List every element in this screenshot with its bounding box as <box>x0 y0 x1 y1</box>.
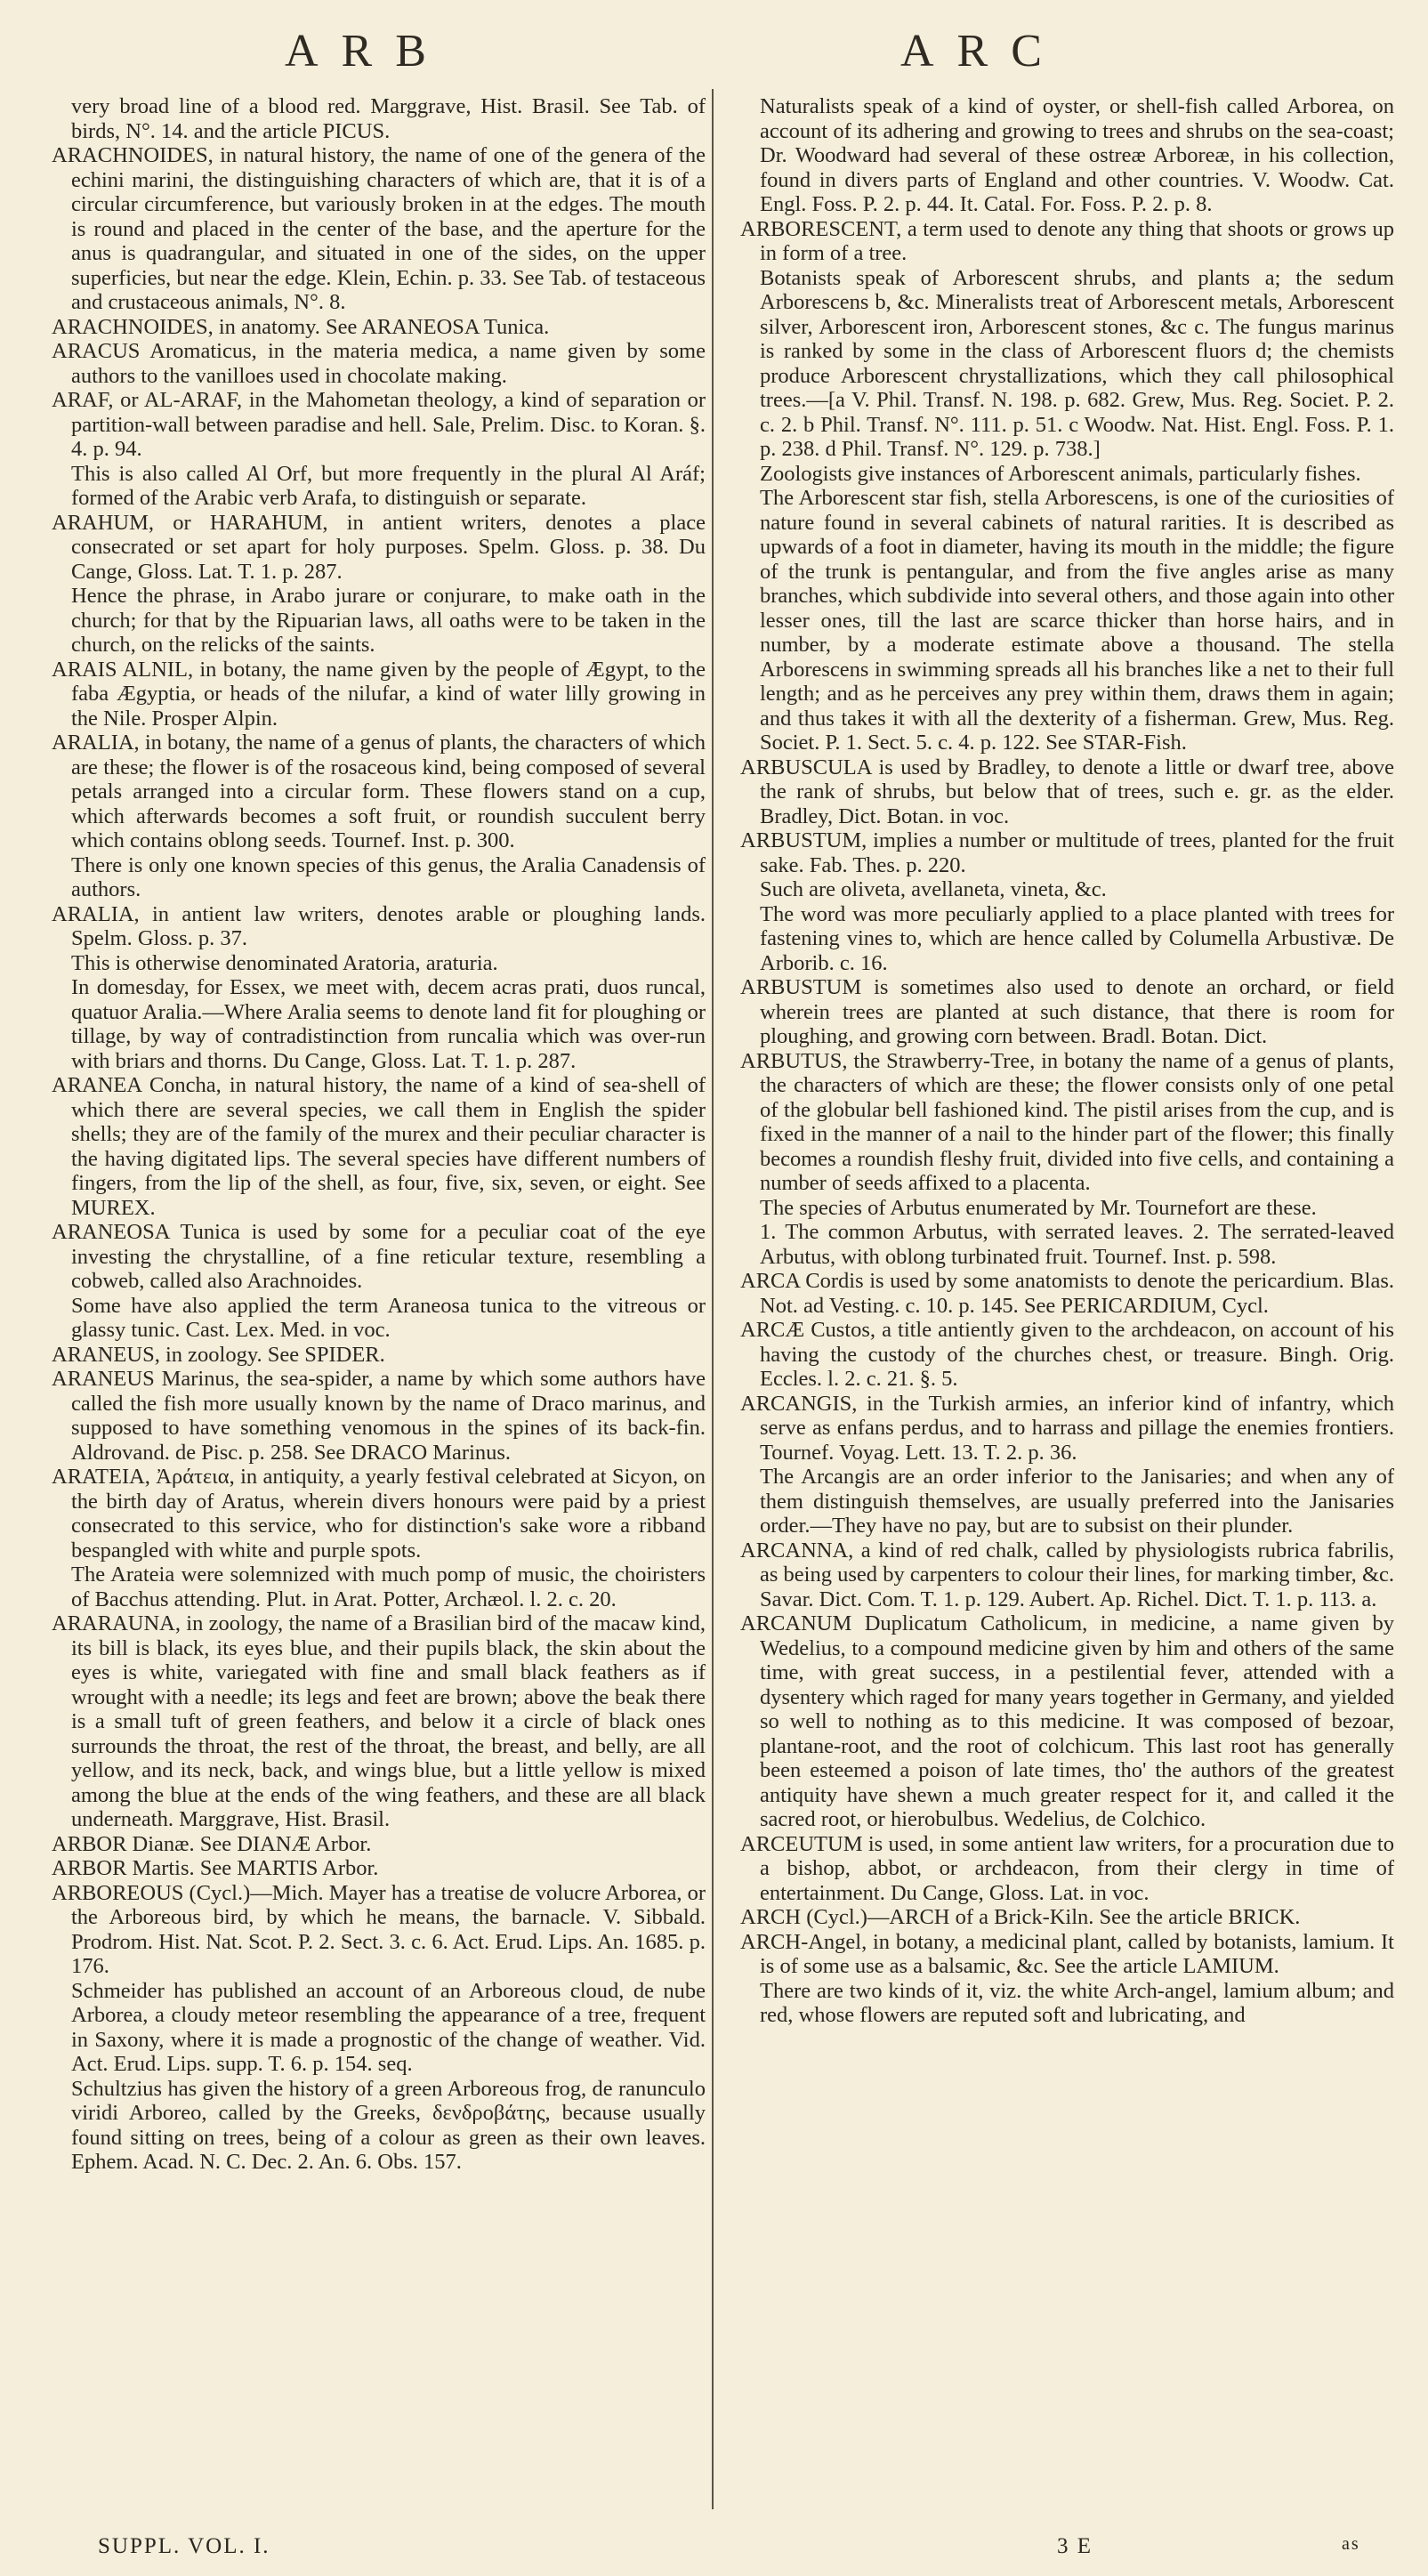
dictionary-entry: In domesday, for Essex, we meet with, decem acras prati, duos runcal, quatuor Aralia.—Where Aralia seems to denote land fit for ploughing or tillage, by way of contradistinction from runcalia which was over-run with briars and thorns. Du Cange, Gloss. Lat. T. 1. p. 287. <box>71 975 706 1073</box>
dictionary-entry: ARBORESCENT, a term used to denote any thing that shoots or grows up in form of a tree. <box>740 216 1394 265</box>
dictionary-entry: ARCANUM Duplicatum Catholicum, in medicine, a name given by Wedelius, to a compound medicine given by him and others of the same time, with great success, in a pestilential fever, attended with a dysentery which raged for many years together in Germany, and yielded so well to nothing as to this medicine. It was composed of bezoar, plantane-root, and the root of colchicum. This last root has generally been esteemed a poison of late times, tho' the authors of the greatest antiquity have shewn a much greater respect for it, and called it the sacred root, or hierobulbus. Wedelius, de Colchico. <box>740 1611 1394 1831</box>
dictionary-entry: ARCA Cordis is used by some anatomists to denote the pericardium. Blas. Not. ad Vesting. c. 10. p. 145. See PERICARDIUM, Cycl. <box>740 1269 1394 1318</box>
left-column <box>52 94 706 2175</box>
dictionary-entry: ARCH (Cycl.)—ARCH of a Brick-Kiln. See the article BRICK. <box>740 1905 1301 1929</box>
dictionary-entry: ARAF, or AL-ARAF, in the Mahometan theology, a kind of separation or partition-wall between paradise and hell. Sale, Prelim. Disc. to Koran. §. 4. p. 94. <box>52 388 706 461</box>
dictionary-entry: This is otherwise denominated Aratoria, araturia. <box>71 950 498 975</box>
dictionary-entry: The species of Arbutus enumerated by Mr. Tournefort are these. <box>760 1195 1317 1220</box>
catchword: as <box>1342 2534 1360 2554</box>
dictionary-entry: Hence the phrase, in Arabo jurare or conjurare, to make oath in the church; for that by the Ripuarian laws, all oaths were to be taken in the church, on the relicks of the saints. <box>71 584 706 657</box>
column-divider <box>712 89 714 2509</box>
dictionary-entry: ARANEUS, in zoology. See SPIDER. <box>52 1342 385 1367</box>
dictionary-entry: The Arateia were solemnized with much pomp of music, the choiristers of Bacchus attending. Plut. in Arat. Potter, Archæol. l. 2. c. 20. <box>71 1563 706 1611</box>
dictionary-entry: ARBUSTUM, implies a number or multitude of trees, planted for the fruit sake. Fab. Thes. p. 220. <box>740 828 1394 877</box>
dictionary-entry: Zoologists give instances of Arborescent animals, particularly fishes. <box>760 461 1361 486</box>
dictionary-entry: Naturalists speak of a kind of oyster, or shell-fish called Arborea, on account of its adhering and growing to trees and shrubs on the sea-coast; Dr. Woodward had several of these ostreæ Arboreæ, in his collection, found in divers parts of England and other countries. V. Woodw. Cat. Engl. Foss. P. 2. p. 44. It. Catal. For. Foss. P. 2. p. 8. <box>760 94 1394 216</box>
dictionary-entry: This is also called Al Orf, but more frequently in the plural Al Aráf; formed of the Arabic verb Arafa, to distinguish or separate. <box>71 461 706 510</box>
dictionary-entry: Such are oliveta, avellaneta, vineta, &c. <box>760 877 1107 901</box>
running-head-left: ARB <box>285 26 449 77</box>
dictionary-entry: ARAHUM, or HARAHUM, in antient writers, denotes a place consecrated or set apart for holy purposes. Spelm. Gloss. p. 38. Du Cange, Gloss. Lat. T. 1. p. 287. <box>52 510 706 584</box>
dictionary-entry: ARANEUS Marinus, the sea-spider, a name by which some authors have called the fish more usually known by the name of Draco marinus, and supposed to have something venomous in the spines of its back-fin. Aldrovand. de Pisc. p. 258. See DRACO Marinus. <box>52 1367 706 1465</box>
dictionary-entry: ARATEIA, Ἀράτεια, in antiquity, a yearly festival celebrated at Sicyon, on the birth day of Aratus, wherein divers honours were paid by a priest consecrated to this service, who for distinction's sake wore a ribband bespangled with white and purple spots. <box>52 1465 706 1563</box>
dictionary-entry: ARBOR Martis. See MARTIS Arbor. <box>52 1856 379 1880</box>
dictionary-entry: very broad line of a blood red. Marggrave, Hist. Brasil. See Tab. of birds, N°. 14. and the article PICUS. <box>71 94 706 143</box>
dictionary-entry: ARACUS Aromaticus, in the materia medica, a name given by some authors to the vanilloes used in chocolate making. <box>52 339 706 388</box>
right-column <box>740 94 1394 2028</box>
dictionary-entry: ARCH-Angel, in botany, a medicinal plant, called by botanists, lamium. It is of some use as a balsamic, &c. See the article LAMIUM. <box>740 1929 1394 1978</box>
dictionary-entry: ARARAUNA, in zoology, the name of a Brasilian bird of the macaw kind, its bill is black, its eyes blue, and their pupils black, the skin about the eyes is white, variegated with fine and small black feathers as if wrought with a needle; its legs and feet are brown; above the beak there is a small tuft of green feathers, and below it a circle of black ones surrounds the throat, the rest of the throat, the breast, and belly, are all yellow, and its neck, back, and wings blue, but a little yellow is mixed among the blue at the ends of the wing feathers, and these are all black underneath. Marggrave, Hist. Brasil. <box>52 1611 706 1831</box>
dictionary-entry: There are two kinds of it, viz. the white Arch-angel, lamium album; and red, whose flowers are reputed soft and lubricating, and <box>760 1978 1394 2027</box>
dictionary-entry: 1. The common Arbutus, with serrated leaves. 2. The serrated-leaved Arbutus, with oblong turbinated fruit. Tournef. Inst. p. 598. <box>760 1220 1394 1269</box>
dictionary-entry: The Arborescent star fish, stella Arborescens, is one of the curiosities of nature found in several cabinets of natural rarities. It is described as upwards of a foot in diameter, having its mouth in the middle; the figure of the trunk is pentangular, and from the five angles arise as many branches, which subdivide into several others, and those again into other lesser ones, till the last are scarce thicker than horse hairs, and in number, by a moderate estimate above a thousand. The stella Arborescens in swimming spreads all his branches like a net to their full length; and as he perceives any prey within them, draws them in again; and thus takes it with all the dexterity of a fisherman. Grew, Mus. Reg. Societ. P. 1. Sect. 5. c. 4. p. 122. See STAR-Fish. <box>760 486 1394 755</box>
dictionary-entry: Some have also applied the term Araneosa tunica to the vitreous or glassy tunic. Cast. Lex. Med. in voc. <box>71 1293 706 1342</box>
volume-footer: SUPPL. VOL. I. <box>98 2534 270 2558</box>
dictionary-entry: Schultzius has given the history of a green Arboreous frog, de ranunculo viridi Arboreo, called by the Greeks, δενδροβάτης, because usually found sitting on trees, being of a colour as green as their own leaves. Ephem. Acad. N. C. Dec. 2. An. 6. Obs. 157. <box>71 2076 706 2174</box>
dictionary-entry: ARANEA Concha, in natural history, the name of a kind of sea-shell of which there are several species, we call them in English the spider shells; they are of the family of the murex and their peculiar character is the having digitated lips. The several species have different numbers of fingers, from the lip of the shell, as four, five, six, seven, or eight. See MUREX. <box>52 1073 706 1220</box>
dictionary-entry: ARALIA, in botany, the name of a genus of plants, the characters of which are these; the flower is of the rosaceous kind, being composed of several petals arranged into a circular form. These flowers stand on a cup, which afterwards becomes a soft fruit, or roundish succulent berry which contains oblong seeds. Tournef. Inst. p. 300. <box>52 731 706 852</box>
dictionary-entry: There is only one known species of this genus, the Aralia Canadensis of authors. <box>71 852 706 901</box>
dictionary-entry: ARCANNA, a kind of red chalk, called by physiologists rubrica fabrilis, as being used by carpenters to colour their lines, for marking timber, &c. Savar. Dict. Com. T. 1. p. 129. Aubert. Ap. Richel. Dict. T. 1. p. 113. a. <box>740 1538 1394 1611</box>
dictionary-entry: ARBOR Dianæ. See DIANÆ Arbor. <box>52 1831 372 1856</box>
dictionary-entry: ARBUSCULA is used by Bradley, to denote a little or dwarf tree, above the rank of shrubs, but below that of trees, such e. gr. as the elder. Bradley, Dict. Botan. in voc. <box>740 755 1394 828</box>
running-head-right: ARC <box>900 26 1065 77</box>
dictionary-entry: ARBOREOUS (Cycl.)—Mich. Mayer has a treatise de volucre Arborea, or the Arboreous bird, by which he means, the barnacle. V. Sibbald. Prodrom. Hist. Nat. Scot. P. 2. Sect. 3. c. 6. Act. Erud. Lips. An. 1685. p. 176. <box>52 1880 706 1978</box>
dictionary-entry: The word was more peculiarly applied to a place planted with trees for fastening vines to, which are hence called by Columella Arbustivæ. De Arborib. c. 16. <box>760 901 1394 975</box>
dictionary-entry: ARBUTUS, the Strawberry-Tree, in botany the name of a genus of plants, the characters of which are these; the flower consists only of one petal of the globular bell fashioned kind. The pistil arises from the cup, and is fixed in the manner of a nail to the hinder part of the flower; this finally becomes a roundish fleshy fruit, divided into five cells, and containing a number of seeds affixed to a placenta. <box>740 1048 1394 1195</box>
dictionary-entry: Schmeider has published an account of an Arboreous cloud, de nube Arborea, a cloudy meteor resembling the appearance of a tree, frequent in Saxony, where it is made a prognostic of the change of weather. Vid. Act. Erud. Lips. supp. T. 6. p. 154. seq. <box>71 1978 706 2076</box>
dictionary-entry: ARANEOSA Tunica is used by some for a peculiar coat of the eye investing the chrystalline, of a fine reticular texture, resembling a cobweb, called also Arachnoides. <box>52 1220 706 1293</box>
dictionary-entry: ARACHNOIDES, in anatomy. See ARANEOSA Tunica. <box>52 314 550 339</box>
dictionary-entry: ARCÆ Custos, a title antiently given to the archdeacon, on account of his having the custody of the churches chest, or treasure. Bingh. Orig. Eccles. l. 2. c. 21. §. 5. <box>740 1318 1394 1391</box>
dictionary-entry: ARALIA, in antient law writers, denotes arable or ploughing lands. Spelm. Gloss. p. 37. <box>52 901 706 950</box>
dictionary-entry: ARCEUTUM is used, in some antient law writers, for a procuration due to a bishop, abbot, or archdeacon, from their clergy in time of entertainment. Du Cange, Gloss. Lat. in voc. <box>740 1831 1394 1905</box>
signature-mark: 3 E <box>1057 2534 1093 2558</box>
dictionary-entry: ARCANGIS, in the Turkish armies, an inferior kind of infantry, which serve as enfans perdus, and to harrass and pillage the enemies frontiers. Tournef. Voyag. Lett. 13. T. 2. p. 36. <box>740 1391 1394 1465</box>
dictionary-entry: The Arcangis are an order inferior to the Janisaries; and when any of them distinguish themselves, are usually preferred into the Janisaries order.—They have no pay, but are to subsist on their plunder. <box>760 1465 1394 1538</box>
dictionary-entry: ARBUSTUM is sometimes also used to denote an orchard, or field wherein trees are planted at such distance, that there is room for ploughing, and growing corn between. Bradl. Botan. Dict. <box>740 975 1394 1048</box>
dictionary-entry: ARACHNOIDES, in natural history, the name of one of the genera of the echini marini, the distinguishing characters of which are, that it is of a circular circumference, but variously broken in at the edges. The mouth is round and placed in the center of the base, and the aperture for the anus is quadrangular, and situated in one of the sides, on the upper superficies, but near the edge. Klein, Echin. p. 33. See Tab. of testaceous and crustaceous animals, N°. 8. <box>52 143 706 314</box>
dictionary-entry: ARAIS ALNIL, in botany, the name given by the people of Ægypt, to the faba Ægyptia, or heads of the nilufar, a kind of water lilly growing in the Nile. Prosper Alpin. <box>52 657 706 731</box>
dictionary-entry: Botanists speak of Arborescent shrubs, and plants a; the sedum Arborescens b, &c. Mineralists treat of Arborescent metals, Arborescent silver, Arborescent iron, Arborescent stones, &c c. The fungus marinus is ranked by some in the class of Arborescent fluors d; the chemists produce Arborescent chrystallizations, which they call philosophical trees.—[a V. Phil. Transf. N. 198. p. 682. Grew, Mus. Reg. Societ. P. 2. c. 2. b Phil. Transf. N°. 111. p. 51. c Woodw. Nat. Hist. Engl. Foss. P. 1. p. 238. d Phil. Transf. N°. 129. p. 738.] <box>760 265 1394 461</box>
